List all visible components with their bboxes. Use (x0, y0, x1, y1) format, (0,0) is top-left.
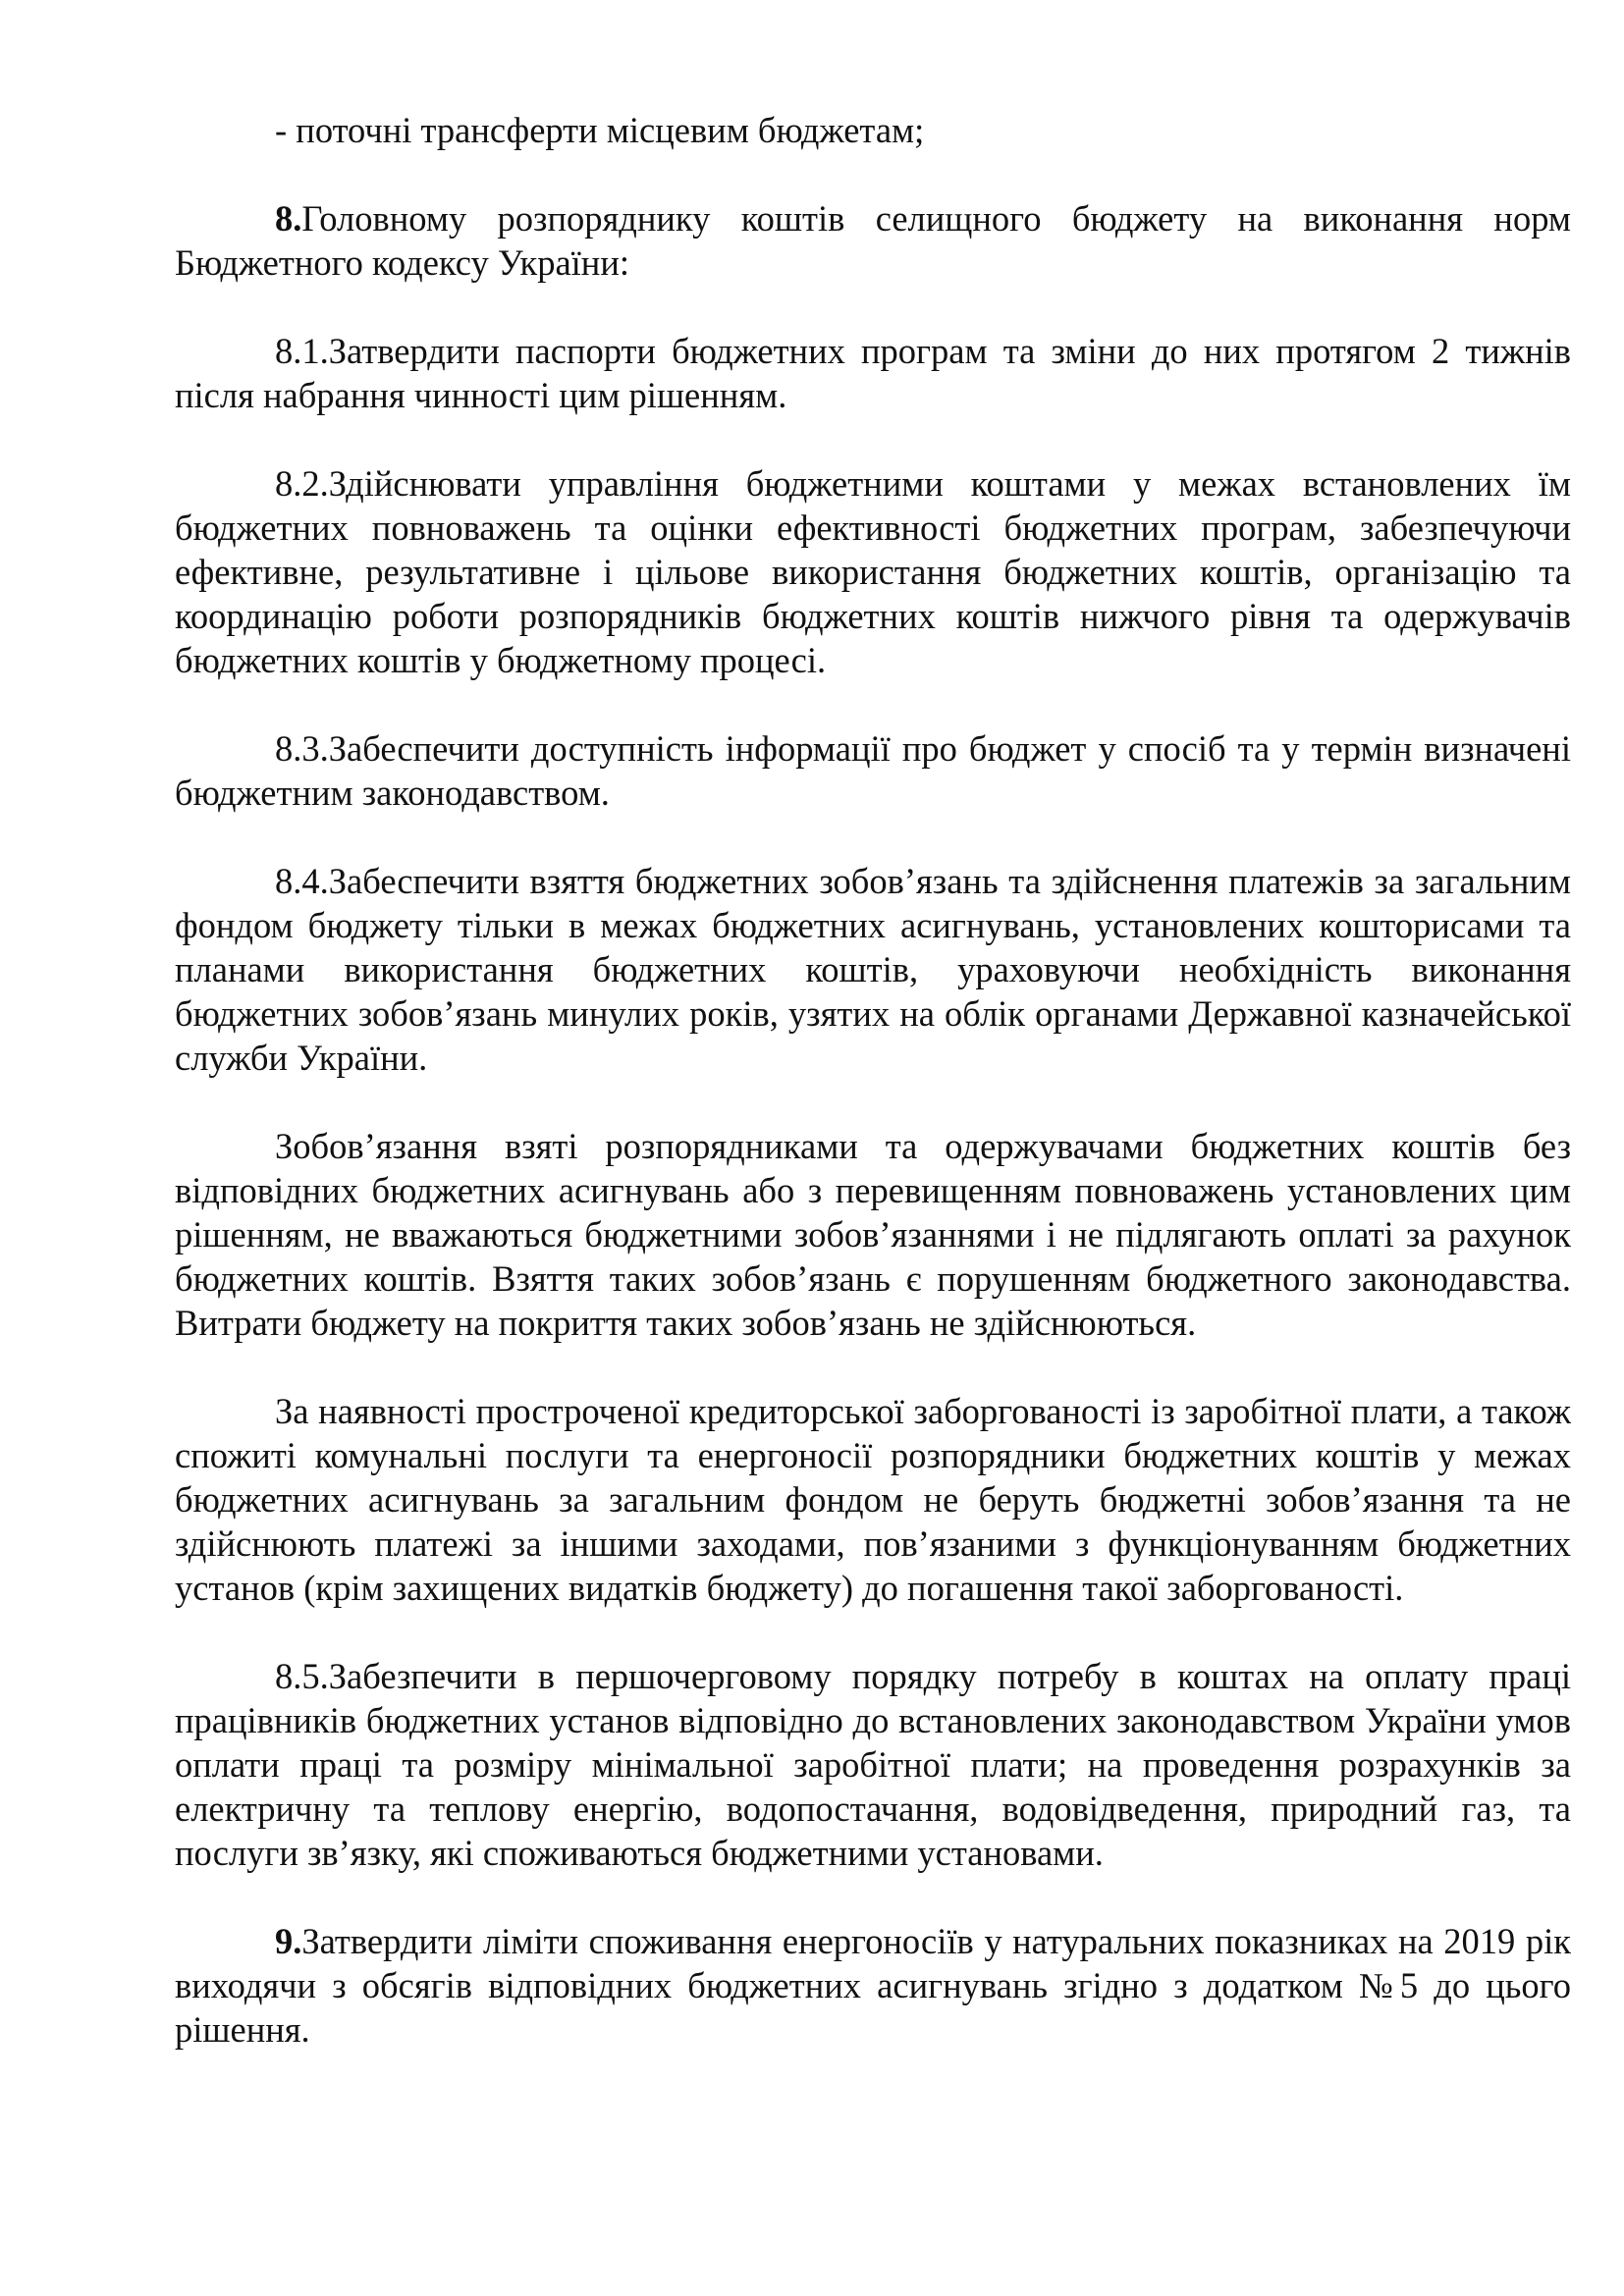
document-body (175, 108, 1571, 2052)
paragraph-text: Головному розпоряднику коштів селищного бюджету на виконання норм Бюджетного кодексу України: (175, 198, 1571, 283)
paragraph-arrears (175, 1389, 1571, 1610)
paragraph-9 (175, 1919, 1571, 2052)
paragraph-number: 9. (275, 1921, 302, 1961)
paragraph-8-2 (175, 461, 1571, 682)
paragraph-text: 8.1.Затвердити паспорти бюджетних програм та зміни до них протягом 2 тижнів після набрання чинності цим рішенням. (175, 331, 1571, 415)
paragraph-8-1 (175, 329, 1571, 417)
paragraph-8-3 (175, 726, 1571, 815)
paragraph-text: - поточні трансферти місцевим бюджетам; (275, 110, 925, 150)
paragraph-text: 8.5.Забезпечити в першочерговому порядку потребу в коштах на оплату праці працівників бюджетних установ відповідно до встановлених законодавством України умов оплати праці та розміру мінімальної заробітної плати; на проведення розрахунків за електричну та теплову енергію, водопостачання, водовідведення, природний газ, та послуги зв’язку, які споживаються бюджетними установами. (175, 1656, 1571, 1873)
paragraph-transfers (175, 108, 1571, 152)
paragraph-text: 8.2.Здійснювати управління бюджетними коштами у межах встановлених їм бюджетних повноважень та оцінки ефективності бюджетних програм, забезпечуючи ефективне, результативне і цільове використання бюджетних коштів, організацію та координацію роботи розпорядників бюджетних коштів нижчого рівня та одержувачів бюджетних коштів у бюджетному процесі. (175, 463, 1571, 680)
paragraph-text: За наявності простроченої кредиторської заборгованості із заробітної плати, а також спожиті комунальні послуги та енергоносії розпорядники бюджетних коштів у межах бюджетних асигнувань за загальним фондом не беруть бюджетні зобов’язання та не здійснюють платежі за іншими заходами, пов’язаними з функціонуванням бюджетних установ (крім захищених видатків бюджету) до погашення такої заборгованості. (175, 1391, 1571, 1608)
paragraph-text: Зобов’язання взяті розпорядниками та одержувачами бюджетних коштів без відповідних бюджетних асигнувань або з перевищенням повноважень установлених цим рішенням, не вважаються бюджетними зобов’язаннями і не підлягають оплаті за рахунок бюджетних коштів. Взяття таких зобов’язань є порушенням бюджетного законодавства. Витрати бюджету на покриття таких зобов’язань не здійснюються. (175, 1126, 1571, 1343)
paragraph-8 (175, 196, 1571, 285)
paragraph-8-5 (175, 1654, 1571, 1875)
paragraph-8-4 (175, 859, 1571, 1080)
paragraph-text: Затвердити ліміти споживання енергоносіїв у натуральних показниках на 2019 рік виходячи з обсягів відповідних бюджетних асигнувань згідно з додатком №5 до цього рішення. (175, 1921, 1571, 2050)
paragraph-text: 8.4.Забеспечити взяття бюджетних зобов’язань та здійснення платежів за загальним фондом бюджету тільки в межах бюджетних асигнувань, установлених кошторисами та планами використання бюджетних коштів, ураховуючи необхідність виконання бюджетних зобов’язань минулих років, узятих на облік органами Державної казначейської служби України. (175, 861, 1571, 1078)
paragraph-number: 8. (275, 198, 302, 239)
paragraph-obligations (175, 1124, 1571, 1345)
paragraph-text: 8.3.Забеспечити доступність інформації про бюджет у спосіб та у термін визначені бюджетним законодавством. (175, 728, 1571, 813)
